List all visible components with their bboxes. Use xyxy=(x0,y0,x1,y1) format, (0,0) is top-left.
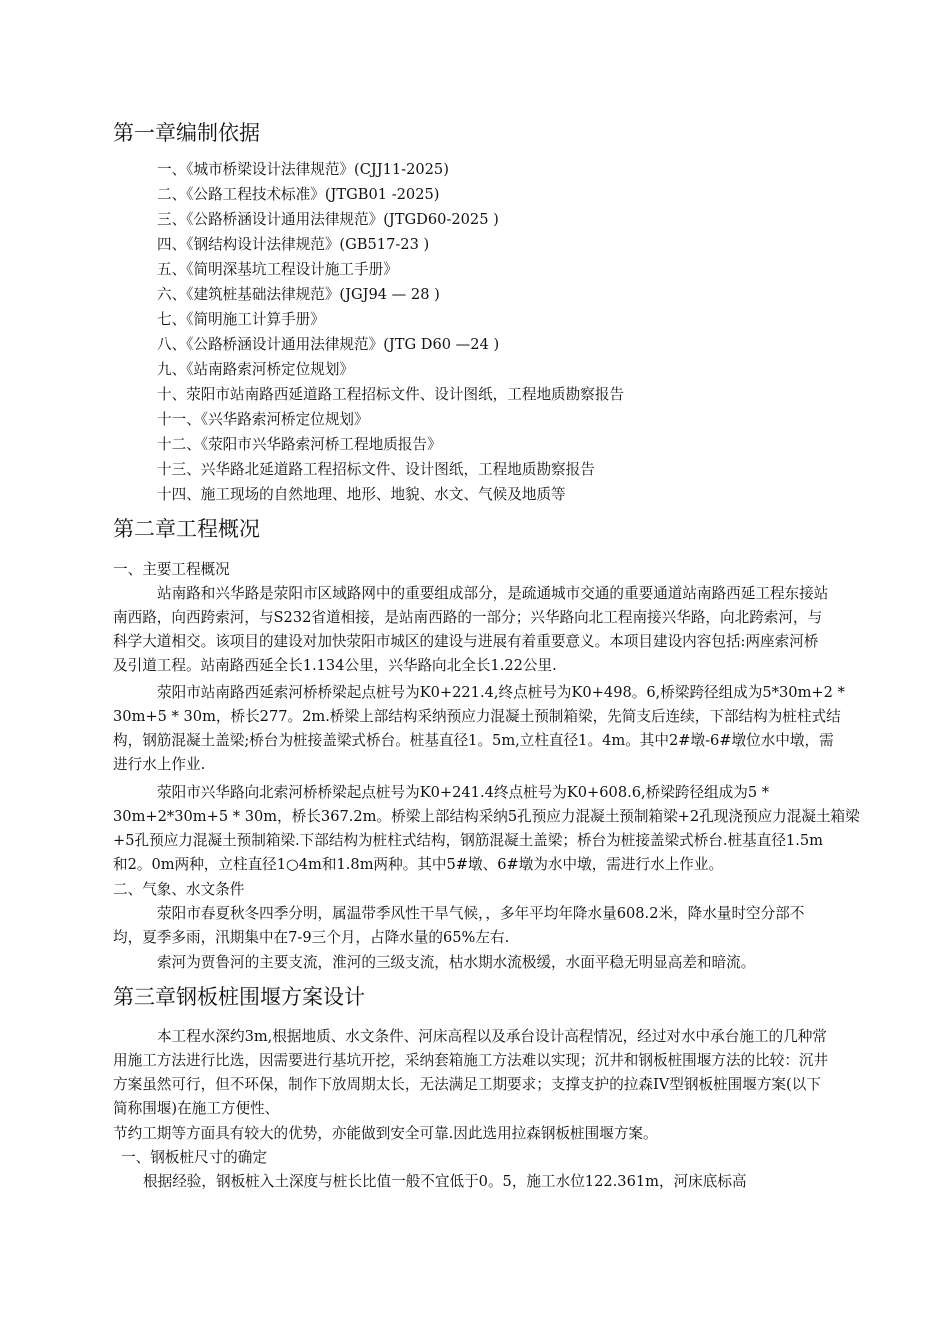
paragraph-line: 站南路和兴华路是荥阳市区域路网中的重要组成部分，是疏通城市交通的重要通道站南路西延工程东接站 xyxy=(157,585,829,602)
chapter-2-title: 第二章工程概况 xyxy=(113,517,260,541)
reference-item: 十二、《荥阳市兴华路索河桥工程地质报告》 xyxy=(157,436,442,453)
reference-item: 十一、《兴华路索河桥定位规划》 xyxy=(157,411,369,428)
reference-item: 六、《建筑桩基础法律规范》(JGJ94 — 28 ) xyxy=(157,286,440,303)
reference-item: 三、《公路桥涵设计通用法律规范》(JTGD60-2025 ) xyxy=(157,211,499,228)
paragraph-line: 荥阳市兴华路向北索河桥桥梁起点桩号为K0+241.4终点桩号为K0+608.6,桥梁跨径组成为5 * xyxy=(157,784,770,801)
reference-item: 十四、施工现场的自然地理、地形、地貌、水文、气候及地质等 xyxy=(157,486,566,503)
paragraph-line: 和2。0m两种，立柱直径1○4m和1.8m两种。其中5#墩、6#墩为水中墩，需进行水上作业。 xyxy=(113,856,724,873)
chapter-1-title: 第一章编制依据 xyxy=(113,121,260,145)
paragraph-line: 及引道工程。站南路西延全长1.134公里，兴华路向北全长1.22公里. xyxy=(113,657,557,674)
paragraph-line: 南西路，向西跨索河，与S232省道相接，是站南西路的一部分；兴华路向北工程南接兴华路，向北跨索河，与 xyxy=(113,609,823,626)
paragraph-line: 30m+5 * 30m，桥长277。2m.桥梁上部结构采纳预应力混凝土预制箱梁，先简支后连续，下部结构为桩柱式结 xyxy=(113,708,841,725)
reference-item: 九、《站南路索河桥定位规划》 xyxy=(157,361,355,378)
reference-item: 五、《简明深基坑工程设计施工手册》 xyxy=(157,261,398,278)
paragraph-line: 简称围堰)在施工方便性、 xyxy=(113,1100,280,1117)
paragraph-line: +5孔预应力混凝土预制箱梁.下部结构为桩柱式结构，钢筋混凝土盖梁；桥台为桩接盖梁式桥台.桩基直径1.5m xyxy=(113,832,823,849)
reference-item: 十、荥阳市站南路西延道路工程招标文件、设计图纸，工程地质勘察报告 xyxy=(157,386,625,403)
paragraph-line: 索河为贾鲁河的主要支流，淮河的三级支流，枯水期水流极缓，水面平稳无明显高差和暗流。 xyxy=(157,954,756,971)
paragraph-line: 30m+2*30m+5 * 30m，桥长367.2m。桥梁上部结构采纳5孔预应力混凝土预制箱梁+2孔现浇预应力混凝土箱梁 xyxy=(113,808,860,825)
reference-item: 二、《公路工程技术标准》(JTGB01 -2025) xyxy=(157,186,440,203)
paragraph-line: 根据经验，钢板桩入土深度与桩长比值一般不宜低于0。5，施工水位122.361m，河床底标高 xyxy=(143,1173,747,1190)
paragraph-line: 荥阳市春夏秋冬四季分明，属温带季风性干旱气候，，多年平均年降水量608.2米，降水量时空分部不 xyxy=(157,905,805,922)
reference-item: 十三、兴华路北延道路工程招标文件、设计图纸，工程地质勘察报告 xyxy=(157,461,595,478)
chapter-3-title: 第三章钢板桩围堰方案设计 xyxy=(113,985,365,1009)
paragraph-line: 方案虽然可行，但不环保，制作下放周期太长，无法满足工期要求；支撑支护的拉森IV型钢板桩围堰方案(以下 xyxy=(113,1076,821,1093)
reference-item: 一、《城市桥梁设计法律规范》(CJJ11-2025) xyxy=(157,161,449,178)
paragraph-line: 均，夏季多雨，汛期集中在7-9三个月，占降水量的65%左右. xyxy=(113,929,510,946)
section-title: 一、主要工程概况 xyxy=(113,561,230,578)
paragraph-line: 荥阳市站南路西延索河桥桥梁起点桩号为K0+221.4,终点桩号为K0+498。6,桥梁跨径组成为5*30m+2 * xyxy=(157,684,845,701)
paragraph-line: 节约工期等方面具有较大的优势，亦能做到安全可靠.因此选用拉森钢板桩围堰方案。 xyxy=(113,1125,658,1142)
paragraph-line: 进行水上作业. xyxy=(113,756,206,773)
paragraph-line: 本工程水深约3m,根据地质、水文条件、河床高程以及承台设计高程情况，经过对水中承台施工的几种常 xyxy=(157,1028,827,1045)
reference-item: 八、《公路桥涵设计通用法律规范》(JTG D60 —24 ) xyxy=(157,336,500,353)
reference-item: 四、《钢结构设计法律规范》(GB517-23 ) xyxy=(157,236,430,253)
paragraph-line: 构，钢筋混凝土盖梁;桥台为桩接盖梁式桥台。桩基直径1。5m,立柱直径1。4m。其中2#墩-6#墩位水中墩，需 xyxy=(113,732,834,749)
paragraph-line: 科学大道相交。该项目的建设对加快荥阳市城区的建设与进展有着重要意义。本项目建设内容包括:两座索河桥 xyxy=(113,633,819,650)
paragraph-line: 用施工方法进行比选，因需要进行基坑开挖，采纳套箱施工方法难以实现；沉井和钢板桩围堰方法的比较：沉井 xyxy=(113,1052,829,1069)
section-title: 二、气象、水文条件 xyxy=(113,881,245,898)
reference-item: 七、《简明施工计算手册》 xyxy=(157,311,325,328)
section-title: 一、钢板桩尺寸的确定 xyxy=(121,1149,267,1166)
